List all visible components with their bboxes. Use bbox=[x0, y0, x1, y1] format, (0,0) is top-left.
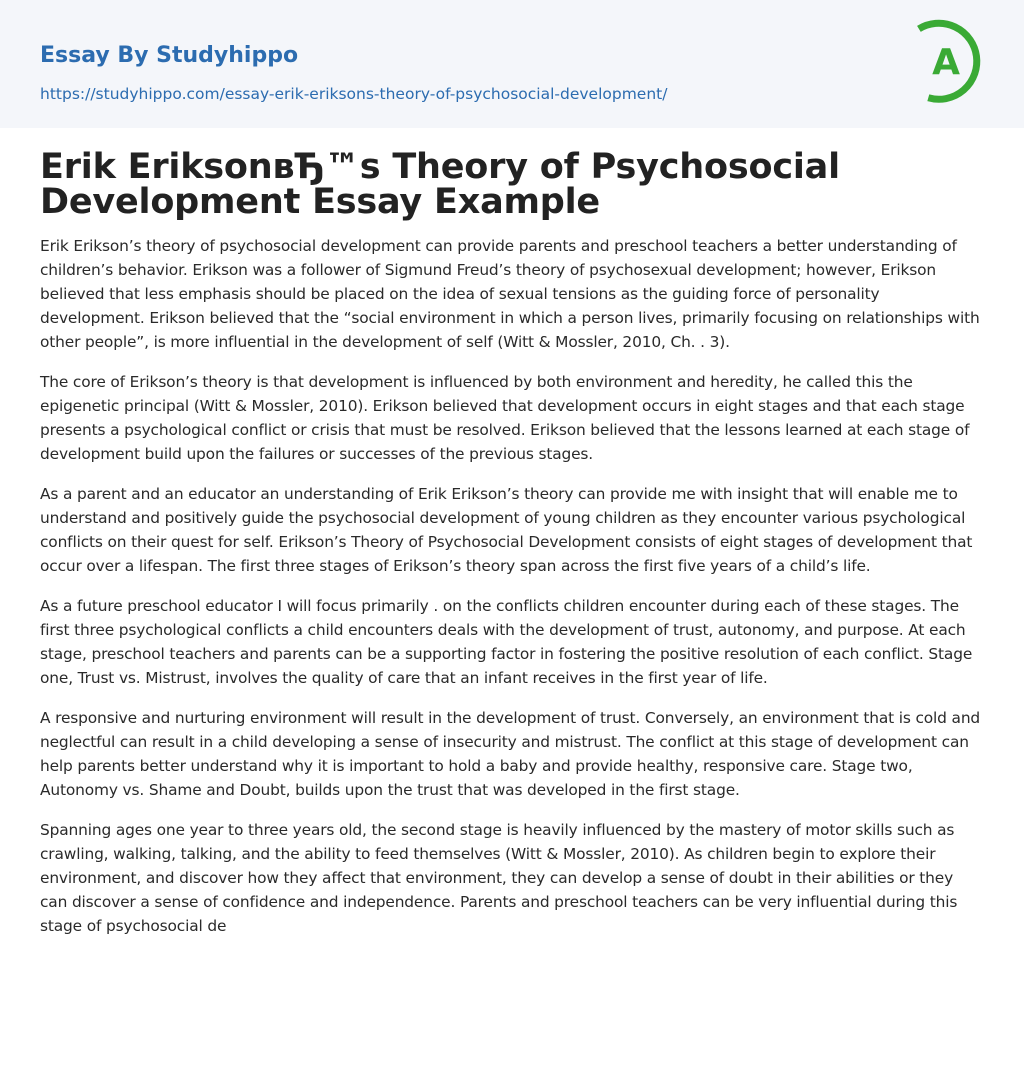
article-paragraph: The core of Erikson’s theory is that development is influenced by both environment and heredity, he called this the epigenetic principal (Witt & Mossler, 2010). Erikson believed that development occurs in eight stages and that each stage presents a psychological conflict or crisis that must be resolved. Erikson believed that the lessons learned at each stage of development build upon the failures or successes of the previous stages. bbox=[40, 373, 970, 463]
studyhippo-logo-icon[interactable] bbox=[914, 18, 986, 106]
site-brand[interactable]: Essay By Studyhippo bbox=[40, 43, 299, 68]
essay-url-link[interactable]: https://studyhippo.com/essay-erik-eriksons-theory-of-psychosocial-development/ bbox=[40, 85, 668, 103]
article bbox=[0, 147, 1024, 938]
article-paragraph: Spanning ages one year to three years old, the second stage is heavily influenced by the mastery of motor skills such as crawling, walking, talking, and the ability to feed themselves (Witt & Mossler, 2010). As children begin to explore their environment, and discover how they affect that environment, they can develop a sense of doubt in their abilities or they can discover a sense of confidence and independence. Parents and preschool teachers can be very influential during this stage of psychosocial de bbox=[40, 821, 958, 935]
article-paragraph: A responsive and nurturing environment will result in the development of trust. Conversely, an environment that is cold and neglectful can result in a child developing a sense of insecurity and mistrust. The conflict at this stage of development can help parents better understand why it is important to hold a baby and provide healthy, responsive care. Stage two, Autonomy vs. Shame and Doubt, builds upon the trust that was developed in the first stage. bbox=[40, 709, 981, 799]
logo-letter: A bbox=[932, 42, 960, 83]
article-paragraph: Erik Erikson’s theory of psychosocial development can provide parents and preschool teachers a better understanding of children’s behavior. Erikson was a follower of Sigmund Freud’s theory of psychosexual development; however, Erikson believed that less emphasis should be placed on the idea of sexual tensions as the guiding force of personality development. Erikson believed that the “social environment in which a person lives, primarily focusing on relationships with other people”, is more influential in the development of self (Witt & Mossler, 2010, Ch. . 3). bbox=[40, 237, 980, 351]
article-title: Erik EriksonвЂ™s Theory of Psychosocial Development Essay Example bbox=[40, 147, 840, 222]
article-paragraph: As a future preschool educator I will focus primarily . on the conflicts children encounter during each of these stages. The first three psychological conflicts a child encounters deals with the development of trust, autonomy, and purpose. At each stage, preschool teachers and parents can be a supporting factor in fostering the positive resolution of each conflict. Stage one, Trust vs. Mistrust, involves the quality of care that an infant receives in the first year of life. bbox=[40, 597, 973, 687]
site-header bbox=[0, 0, 1024, 128]
article-paragraph: As a parent and an educator an understanding of Erik Erikson’s theory can provide me with insight that will enable me to understand and positively guide the psychosocial development of young children as they encounter various psychological conflicts on their quest for self. Erikson’s Theory of Psychosocial Development consists of eight stages of development that occur over a lifespan. The first three stages of Erikson’s theory span across the first five years of a child’s life. bbox=[40, 485, 973, 575]
